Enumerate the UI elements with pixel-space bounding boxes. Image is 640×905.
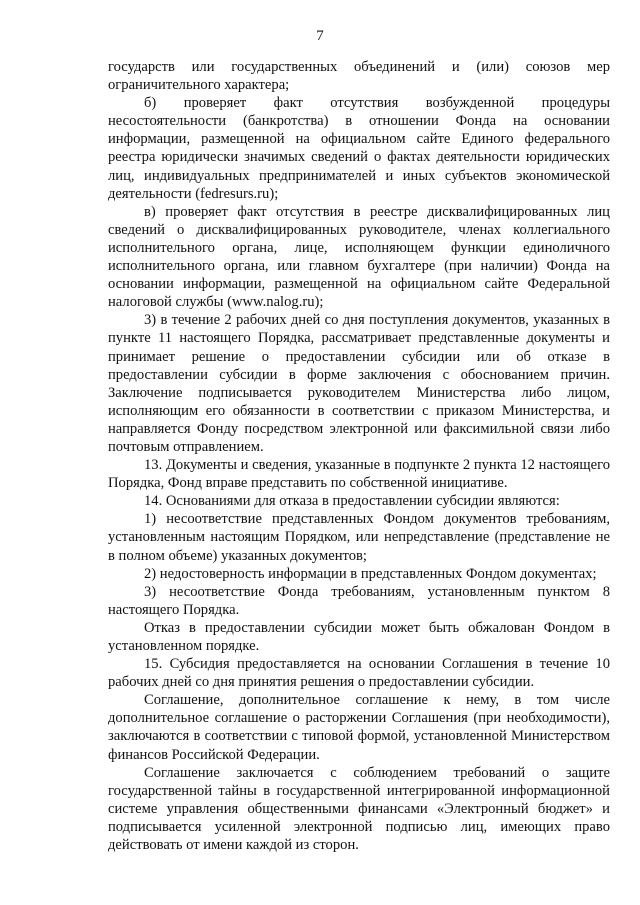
paragraph-clause-14-3: 3) несоответствие Фонда требованиям, установленным пунктом 8 настоящего Порядка. <box>108 583 610 618</box>
paragraph-agreement: Соглашение, дополнительное соглашение к нему, в том числе дополнительное соглашение о расторжении Соглашения (при необходимости), заключаются в соответствии с типовой формой, установленной Министерством финансов Российской Федерации. <box>108 692 610 763</box>
paragraph-item-3: 3) в течение 2 рабочих дней со дня поступления документов, указанных в пункте 11 настоящего Порядка, рассматривает представленные документы и принимает решение о предоставлении субсидии или об отказе в предоставлении субсидии в форме заключения с обоснованием причин. Заключение подписывается руководителем Министерства либо лицом, исполняющим его обязанности в соответствии с приказом Министерства, и направляется Фонду посредством электронной или факсимильной связи либо почтовым отправлением. <box>108 312 610 455</box>
paragraph-refusal-appeal: Отказ в предоставлении субсидии может быть обжалован Фондом в установленном порядке. <box>108 619 610 654</box>
paragraph-clause-15: 15. Субсидия предоставляется на основании Соглашения в течение 10 рабочих дней со дня принятия решения о предоставлении субсидии. <box>108 656 610 691</box>
paragraph-clause-14-1: 1) несоответствие представленных Фондом документов требованиям, установленным настоящим Порядком, или непредставление (представление не в полном объеме) указанных документов; <box>108 511 610 564</box>
paragraph-secrecy: Соглашение заключается с соблюдением требований о защите государственной тайны в государственной интегрированной информационной системе управления общественными финансами «Электронный бюджет» и подписывается усиленной электронной подписью лиц, имеющих право действовать от имени каждой из сторон. <box>108 764 610 854</box>
paragraph-item-v: в) проверяет факт отсутствия в реестре дисквалифицированных лиц сведений о дисквалифицированных руководителе, членах коллегиального исполнительного органа, лице, исполняющем функции единоличного исполнительного органа, или главном бухгалтере (при наличии) Фонда на основании информации, размещенной на официальном сайте Федеральной налоговой службы (www.nalog.ru); <box>108 203 610 311</box>
paragraph-clause-14-2: 2) недостоверность информации в представленных Фондом документах; <box>144 565 597 582</box>
paragraph-clause-13: 13. Документы и сведения, указанные в подпункте 2 пункта 12 настоящего Порядка, Фонд вправе представить по собственной инициативе. <box>108 457 610 492</box>
page-number: 7 <box>316 28 324 44</box>
document-body <box>108 58 610 854</box>
paragraph-continuation: государств или государственных объединений и (или) союзов мер ограничительного характера; <box>108 59 610 94</box>
paragraph-item-b: б) проверяет факт отсутствия возбужденной процедуры несостоятельности (банкротства) в отношении Фонда на основании информации, размещенной на официальном сайте Единого федерального реестра юридически значимых сведений о фактах деятельности юридических лиц, индивидуальных предпринимателей и иных субъектов экономической деятельности (fedresurs.ru); <box>108 95 610 202</box>
paragraph-clause-14: 14. Основаниями для отказа в предоставлении субсидии являются: <box>144 493 560 510</box>
